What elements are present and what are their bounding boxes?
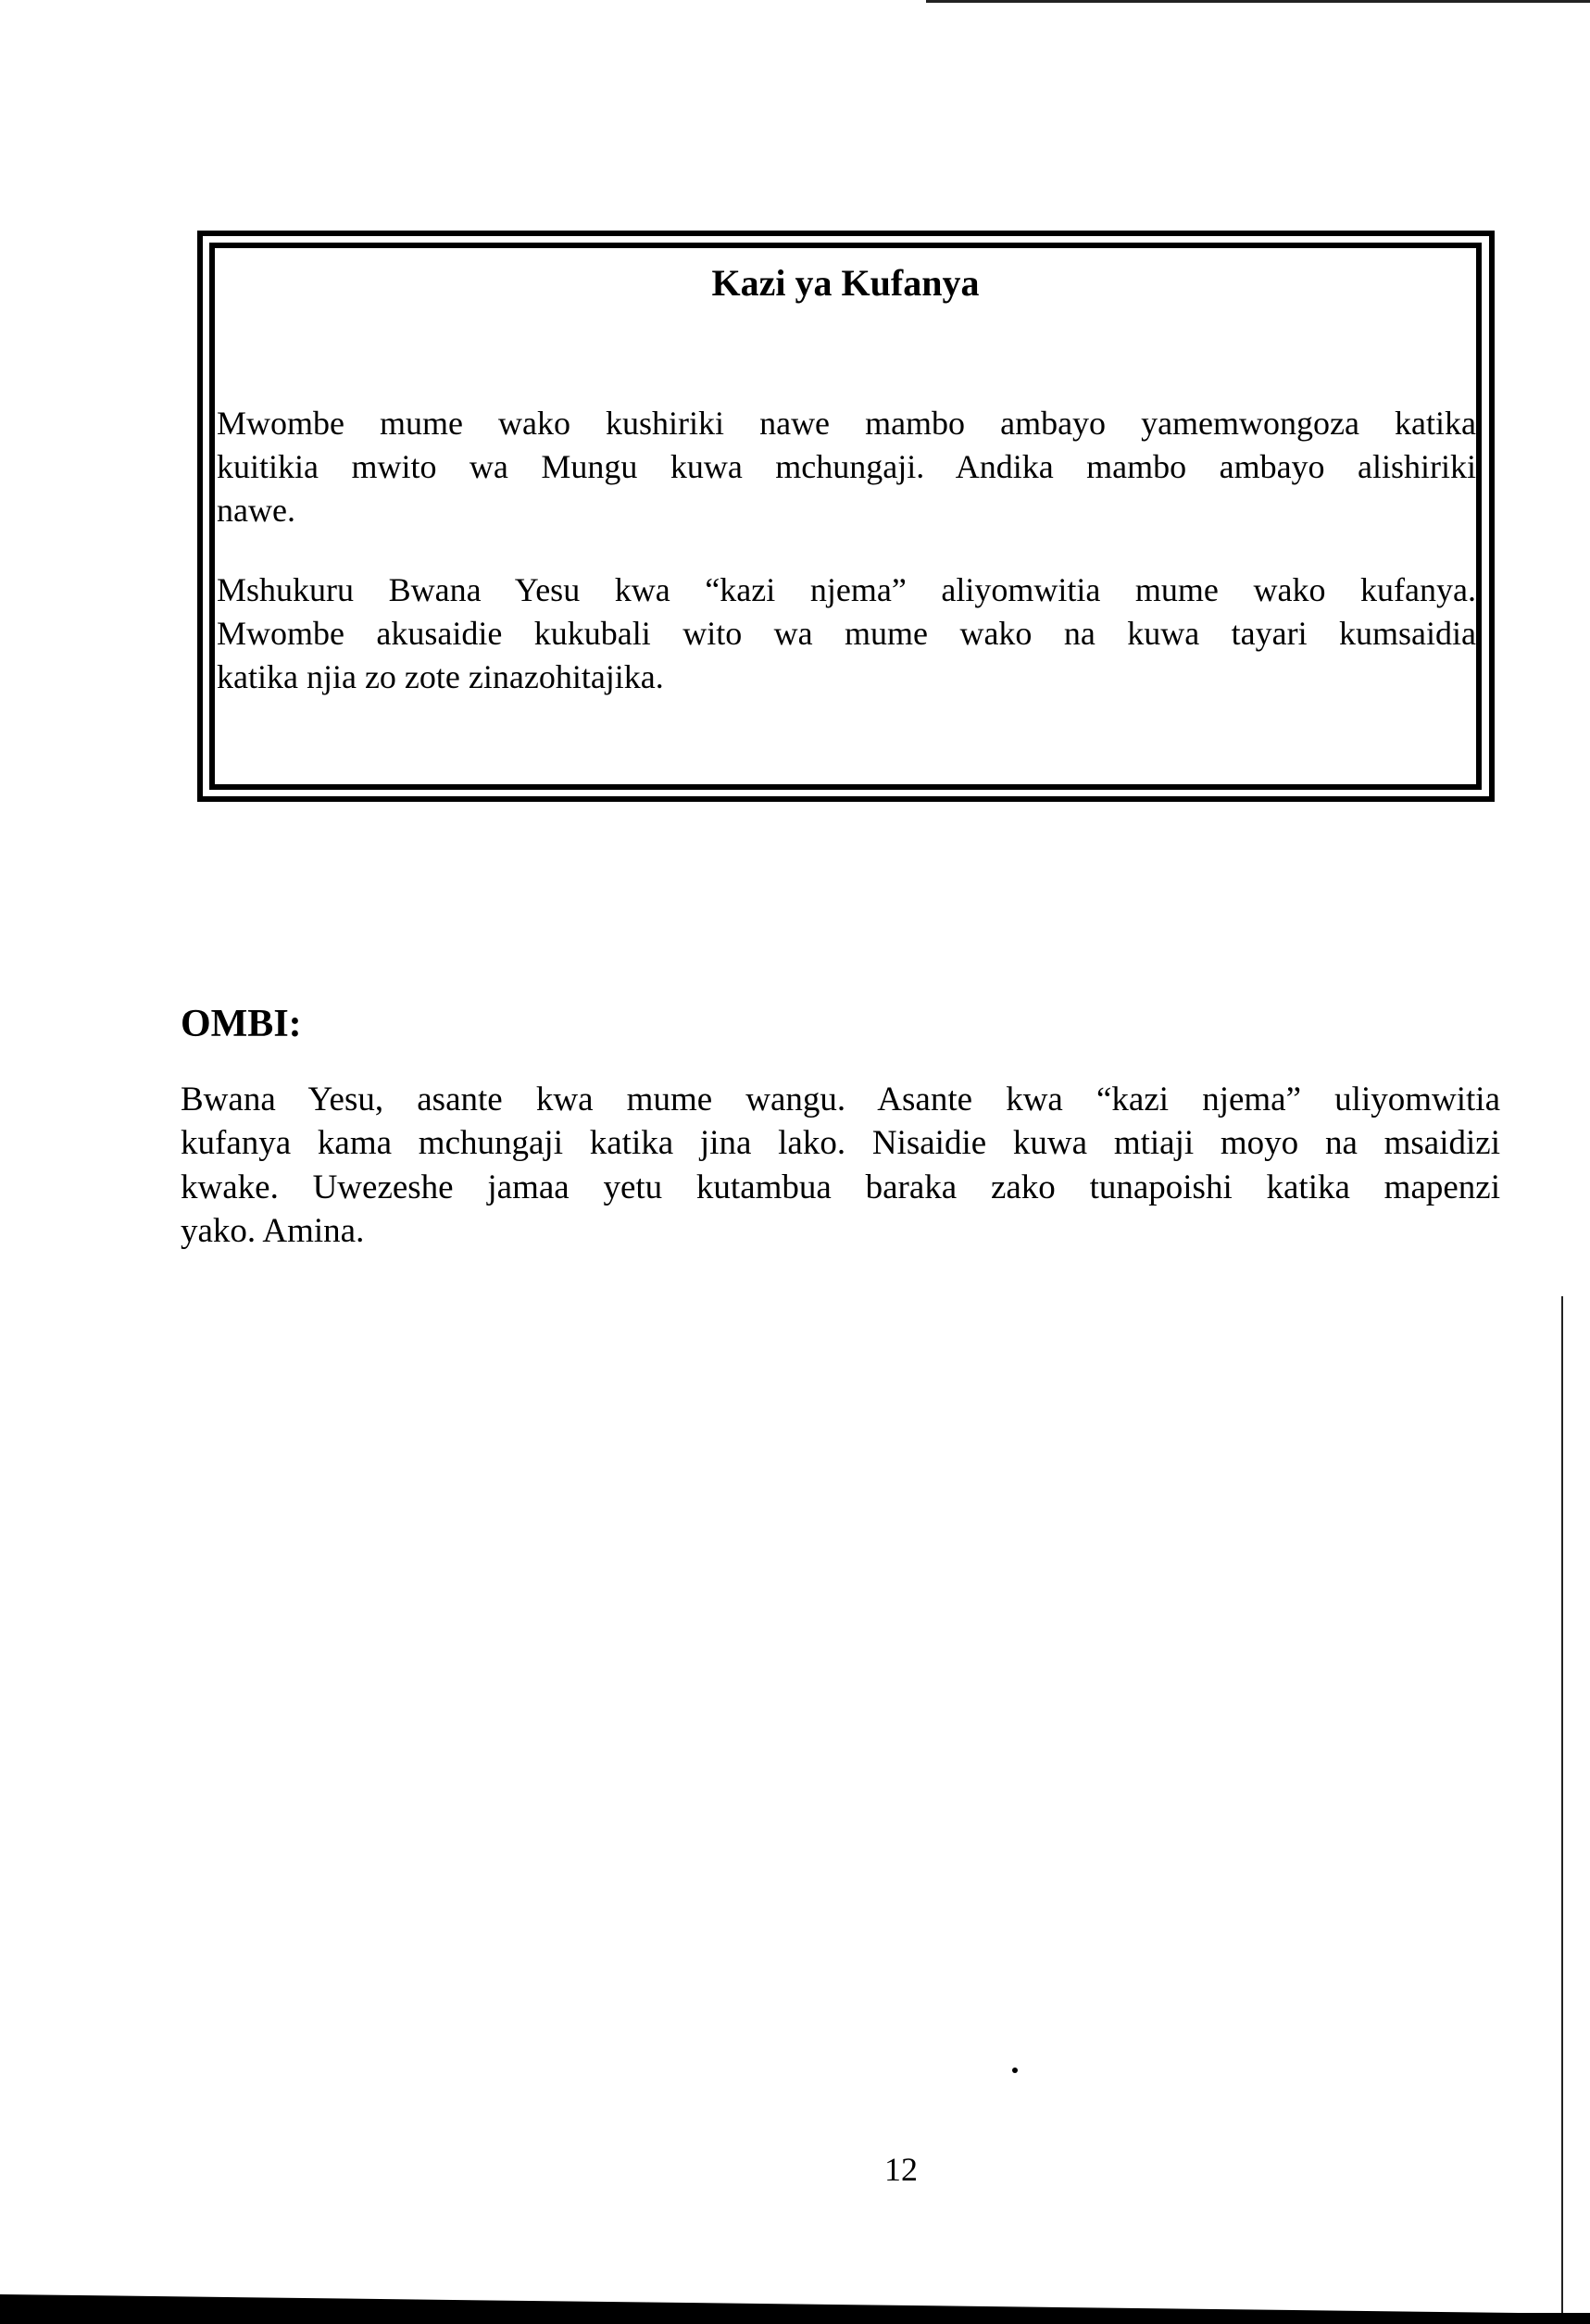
scan-edge-right (1561, 1296, 1563, 2315)
task-paragraph-2-line: Mshukuru Bwana Yesu kwa “kazi njema” aliyomwitia mume wako kufanya. (217, 571, 1476, 608)
prayer-line: kwake. Uwezeshe jamaa yetu kutambua baraka zako tunapoishi katika mapenzi (181, 1168, 1500, 1206)
page-number: 12 (884, 2151, 918, 2188)
task-paragraph-2-line: katika njia zo zote zinazohitajika. (217, 658, 664, 695)
task-paragraph-2-line: Mwombe akusaidie kukubali wito wa mume wako na kuwa tayari kumsaidia (217, 615, 1476, 652)
scan-edge-top (926, 0, 1590, 3)
prayer-line: yako. Amina. (181, 1212, 365, 1250)
task-paragraph-1-line: Mwombe mume wako kushiriki nawe mambo ambayo yamemwongoza katika (217, 405, 1476, 442)
prayer-line: Bwana Yesu, asante kwa mume wangu. Asante kwa “kazi njema” uliyomwitia (181, 1081, 1500, 1118)
scan-speck (1012, 2068, 1018, 2073)
scan-edge-bottom (0, 2287, 1590, 2324)
prayer-line: kufanya kama mchungaji katika jina lako. Nisaidie kuwa mtiaji moyo na msaidizi (181, 1124, 1500, 1162)
task-paragraph-1-line: nawe. (217, 492, 295, 529)
prayer-heading: OMBI: (181, 1003, 302, 1045)
task-paragraph-1-line: kuitikia mwito wa Mungu kuwa mchungaji. Andika mambo ambayo alishiriki (217, 448, 1476, 485)
task-box-title: Kazi ya Kufanya (711, 262, 980, 304)
